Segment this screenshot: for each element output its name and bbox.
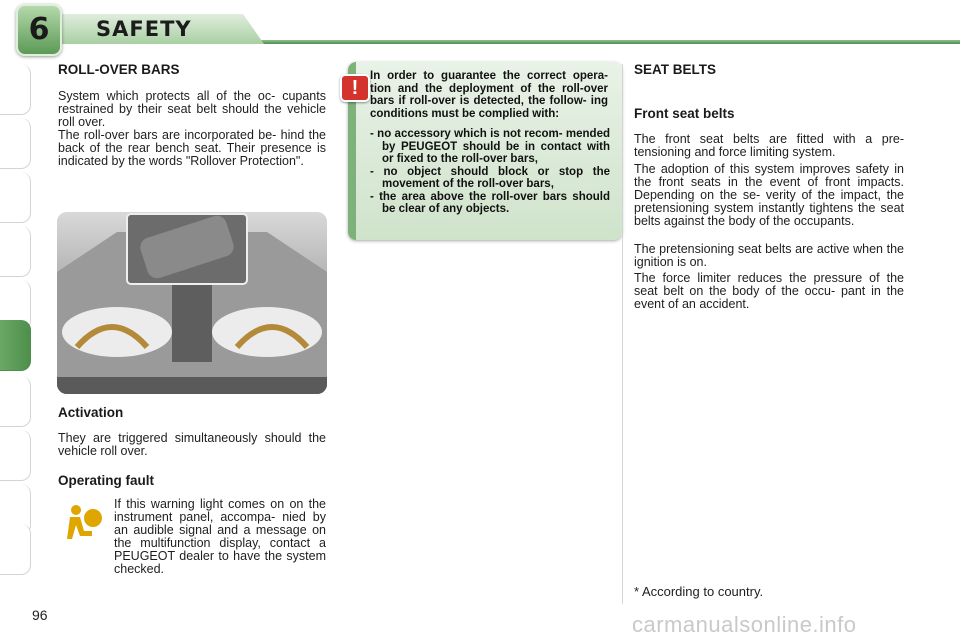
chapter-side-tabs [0, 64, 34, 574]
seat-belts-title: SEAT BELTS [634, 62, 717, 77]
warning-item: - the area above the roll-over bars should be clear of any objects. [370, 190, 610, 215]
side-tab-4[interactable] [0, 226, 31, 277]
seat-belts-text-1: The front seat belts are fitted with a pre- tensioning and force limiting system. [634, 132, 904, 159]
exclamation-icon: ! [340, 74, 370, 102]
side-tab-10[interactable] [0, 524, 31, 575]
seat-belts-text-2: The adoption of this system improves safety in the front seats in the event of front impacts. Depending on the se- verity of the impact, the pretensioning system instantly tightens the seat belts against the body of the occupants. [634, 162, 904, 228]
side-tab-8[interactable] [0, 430, 31, 481]
column-divider [622, 64, 623, 604]
side-tab-3[interactable] [0, 172, 31, 223]
rollover-bars-photo [57, 212, 327, 394]
warning-intro: In order to guarantee the correct opera- tion and the deployment of the roll-over bars if roll-over is detected, the follow- ing conditions must be complied with: [370, 70, 608, 120]
side-tab-7[interactable] [0, 376, 31, 427]
rollover-location-text: The roll-over bars are incorporated be- hind the back of the rear bench seat. Their presence is indicated by the words "Rollover Protection". [58, 128, 326, 168]
chapter-title: SAFETY [96, 17, 192, 41]
chapter-header [0, 0, 960, 46]
chapter-number: 6 [28, 12, 50, 47]
chapter-badge [16, 4, 62, 56]
front-seat-belts-heading: Front seat belts [634, 106, 735, 121]
rollover-intro-text: System which protects all of the oc- cupants restrained by their seat belt should the vehicle roll over. [58, 89, 326, 129]
warning-list [370, 128, 610, 216]
operating-fault-text-body: If this warning light comes on on the instrument panel, accompa- nied by an audible signal and a message on the multifunction display, contact a PEUGEOT dealer to have the system checked. [114, 497, 326, 576]
car-interior-illustration [57, 212, 327, 394]
warning-item: - no object should block or stop the movement of the roll-over bars, [370, 165, 610, 190]
watermark: carmanualsonline.info [632, 612, 857, 637]
seat-belts-text-4: The force limiter reduces the pressure of the seat belt on the body of the occu- pant in the event of an accident. [634, 271, 904, 311]
page-number: 96 [32, 607, 48, 623]
side-tab-6-active[interactable] [0, 320, 31, 371]
airbag-warning-icon [62, 503, 104, 541]
operating-fault-text [114, 498, 326, 576]
footnote: * According to country. [634, 584, 764, 599]
side-tab-2[interactable] [0, 118, 31, 169]
rollover-bars-title: ROLL-OVER BARS [58, 62, 180, 77]
activation-heading: Activation [58, 405, 124, 420]
warning-item: - no accessory which is not recom- mended by PEUGEOT should be in contact with or fixed to the roll-over bars, [370, 128, 610, 165]
activation-text: They are triggered simultaneously should the vehicle roll over. [58, 431, 326, 458]
side-tab-1[interactable] [0, 64, 31, 115]
seat-belts-text-3: The pretensioning seat belts are active when the ignition is on. [634, 242, 904, 269]
operating-fault-heading: Operating fault [58, 473, 155, 488]
